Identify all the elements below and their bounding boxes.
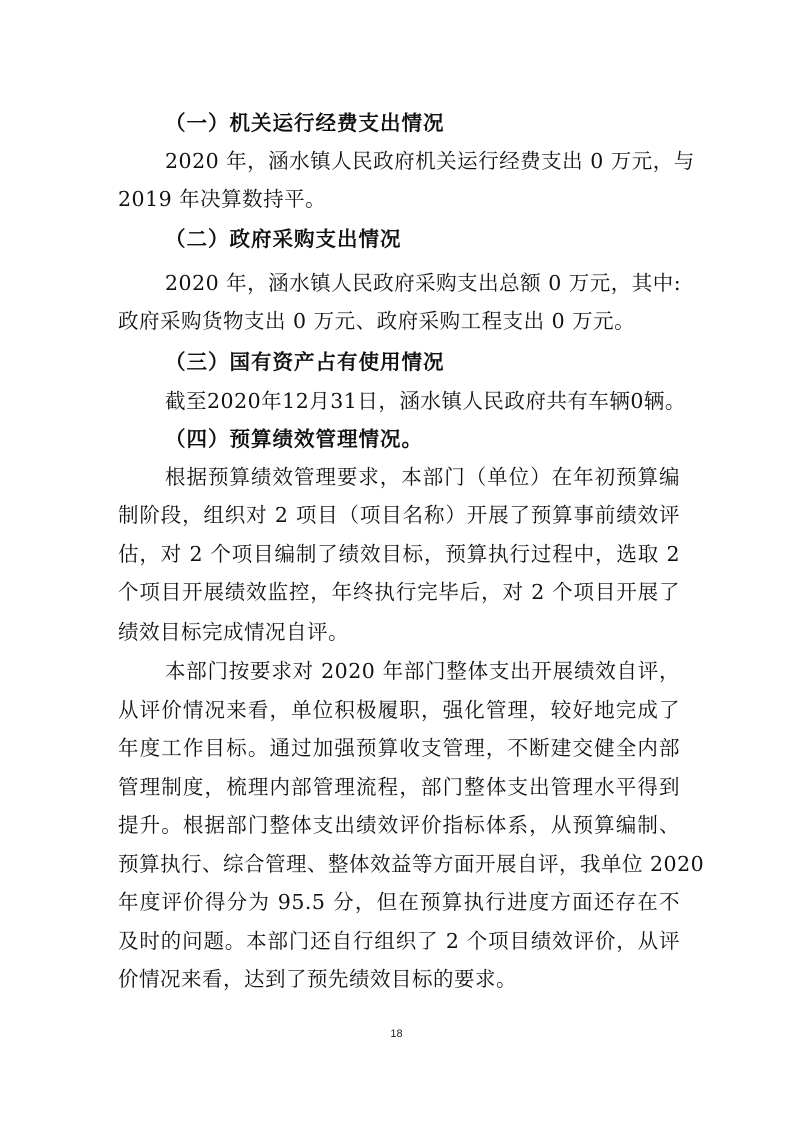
- paragraph-line: 2019 年决算数持平。: [118, 187, 327, 211]
- paragraph-line: 从评价情况来看，单位积极履职，强化管理，较好地完成了: [118, 698, 680, 722]
- section-heading-2: （二）政府采购支出情况: [165, 227, 402, 251]
- paragraph-line: 政府采购货物支出 0 万元、政府采购工程支出 0 万元。: [118, 309, 636, 333]
- section-heading-4: （四）预算绩效管理情况。: [165, 427, 423, 451]
- paragraph-line: 提升。根据部门整体支出绩效评价指标体系，从预算编制、: [118, 813, 680, 837]
- paragraph-line: 及时的问题。本部门还自行组织了 2 个项目绩效评价，从评: [118, 929, 680, 953]
- paragraph-line: 根据预算绩效管理要求，本部门（单位）在年初预算编: [165, 465, 680, 489]
- paragraph-line: 2020 年，涵水镇人民政府机关运行经费支出 0 万元，与: [165, 149, 695, 173]
- paragraph-line: 个项目开展绩效监控，年终执行完毕后，对 2 个项目开展了: [118, 580, 680, 604]
- paragraph-line: 预算执行、综合管理、整体效益等方面开展自评，我单位 2020: [118, 852, 705, 876]
- paragraph-line: 本部门按要求对 2020 年部门整体支出开展绩效自评，: [165, 659, 680, 683]
- paragraph-line: 2020 年，涵水镇人民政府采购支出总额 0 万元，其中:: [165, 271, 682, 295]
- paragraph-line: 管理制度，梳理内部管理流程，部门整体支出管理水平得到: [118, 775, 680, 799]
- paragraph-line: 绩效目标完成情况自评。: [118, 620, 349, 644]
- section-heading-1: （一）机关运行经费支出情况: [165, 111, 445, 135]
- paragraph-line: 年度工作目标。通过加强预算收支管理，不断建交健全内部: [118, 736, 680, 760]
- page-number: 18: [390, 1028, 403, 1040]
- section-heading-3: （三）国有资产占有使用情况: [165, 350, 445, 374]
- paragraph-line: 价情况来看，达到了预先绩效目标的要求。: [118, 967, 517, 991]
- paragraph-line: 制阶段，组织对 2 项目（项目名称）开展了预算事前绩效评: [118, 503, 680, 527]
- paragraph-line: 截至2020年12月31日，涵水镇人民政府共有车辆0辆。: [165, 389, 686, 413]
- paragraph-line: 估，对 2 个项目编制了绩效目标，预算执行过程中，选取 2: [118, 542, 680, 566]
- paragraph-line: 年度评价得分为 95.5 分，但在预算执行进度方面还存在不: [118, 890, 680, 914]
